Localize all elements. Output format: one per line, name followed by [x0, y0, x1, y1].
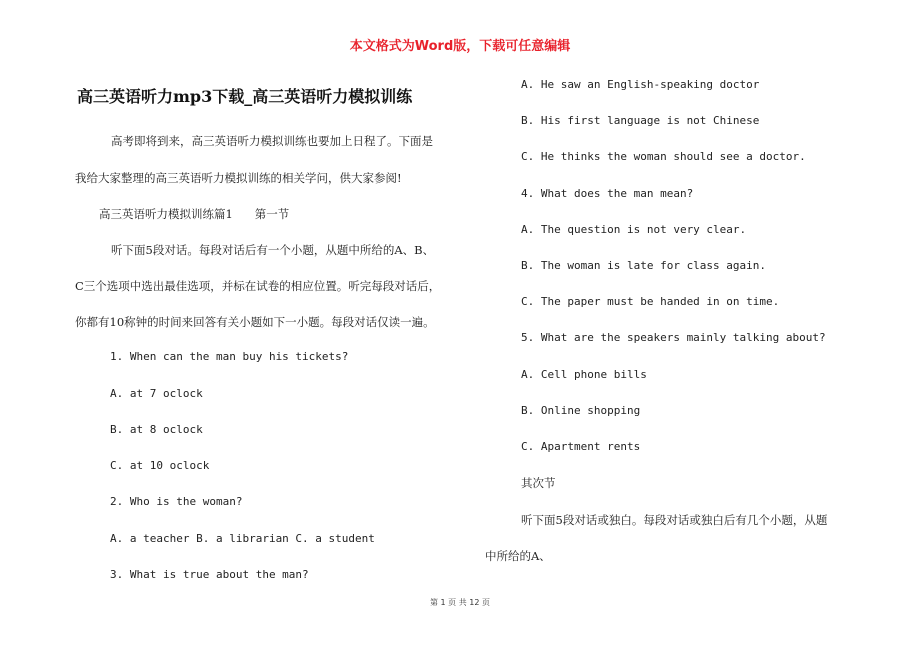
instruction-line-2: C三个选项中选出最佳选项，并标在试卷的相应位置。听完每段对话后，	[75, 279, 441, 293]
question-4-option-a: A. The question is not very clear.	[521, 223, 747, 236]
question-3-option-b: B. His first language is not Chinese	[521, 114, 760, 127]
question-4-option-c: C. The paper must be handed in on time.	[521, 295, 780, 308]
question-3: 3. What is true about the man?	[110, 568, 309, 581]
question-3-option-c: C. He thinks the woman should see a doctor.	[521, 150, 806, 163]
instruction-line-1: 听下面5段对话。每段对话后有一个小题，从题中所给的A、B、	[111, 243, 435, 257]
intro-line-1: 高考即将到来，高三英语听力模拟训练也要加上日程了。下面是	[111, 134, 433, 148]
page-number-footer: 第 1 页 共 12 页	[430, 598, 490, 607]
instruction-line-3: 你都有10称钟的时间来回答有关小题如下一小题。每段对话仅读一遍。	[75, 315, 435, 329]
word-format-banner: 本文格式为Word版，下载可任意编辑	[349, 39, 571, 54]
question-2-options: A. a teacher B. a librarian C. a student	[110, 532, 375, 545]
question-1-option-c: C. at 10 oclock	[110, 459, 210, 472]
section-heading: 高三英语听力模拟训练篇1 第一节	[99, 207, 290, 221]
section-2-heading: 其次节	[521, 476, 556, 490]
intro-line-2: 我给大家整理的高三英语听力模拟训练的相关学问，供大家参阅!	[75, 171, 402, 185]
page-title: 高三英语听力mp3下载_高三英语听力模拟训练	[77, 87, 413, 106]
question-3-option-a: A. He saw an English-speaking doctor	[521, 78, 760, 91]
question-1-option-b: B. at 8 oclock	[110, 423, 203, 436]
question-5-option-c: C. Apartment rents	[521, 440, 641, 453]
section-2-instruction-line-2: 中所给的A、	[485, 549, 551, 563]
question-4-option-b: B. The woman is late for class again.	[521, 259, 767, 272]
question-5-option-b: B. Online shopping	[521, 404, 641, 417]
question-2: 2. Who is the woman?	[110, 495, 243, 508]
question-4: 4. What does the man mean?	[521, 187, 694, 200]
question-1: 1. When can the man buy his tickets?	[110, 350, 349, 363]
question-5: 5. What are the speakers mainly talking about?	[521, 331, 826, 344]
question-5-option-a: A. Cell phone bills	[521, 368, 647, 381]
section-2-instruction-line-1: 听下面5段对话或独白。每段对话或独白后有几个小题，从题	[521, 513, 828, 527]
question-1-option-a: A. at 7 oclock	[110, 387, 203, 400]
